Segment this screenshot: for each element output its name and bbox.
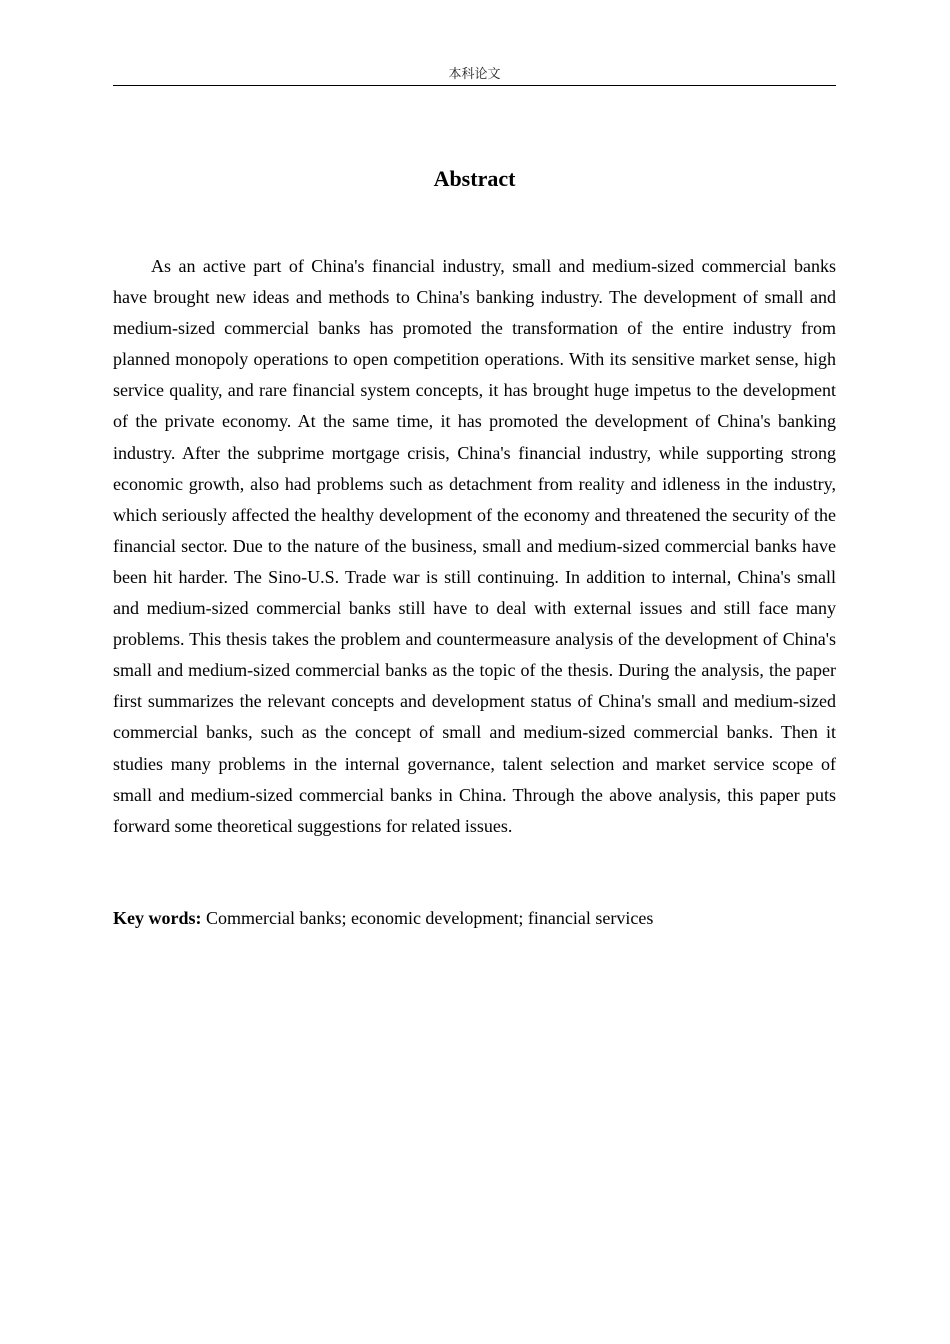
keywords-label: Key words: <box>113 908 202 928</box>
header-divider <box>113 85 836 86</box>
abstract-body: As an active part of China's financial industry, small and medium-sized commercial banks have brought new ideas and methods to China's banking industry. The development of small and medium-sized commercial banks has promoted the transformation of the entire industry from planned monopoly operations to open competition operations. With its sensitive market sense, high service quality, and rare financial system concepts, it has brought huge impetus to the development of the private economy. At the same time, it has promoted the development of China's banking industry. After the subprime mortgage crisis, China's financial industry, while supporting strong economic growth, also had problems such as detachment from reality and idleness in the industry, which seriously affected the healthy development of the economy and threatened the security of the financial sector. Due to the nature of the business, small and medium-sized commercial banks have been hit harder. The Sino-U.S. Trade war is still continuing. In addition to internal, China's small and medium-sized commercial banks still have to deal with external issues and still face many problems. This thesis takes the problem and countermeasure analysis of the development of China's small and medium-sized commercial banks as the topic of the thesis. During the analysis, the paper first summarizes the relevant concepts and development status of China's small and medium-sized commercial banks, such as the concept of small and medium-sized commercial banks. Then it studies many problems in the internal governance, talent selection and market service scope of small and medium-sized commercial banks in China. Through the above analysis, this paper puts forward some theoretical suggestions for related issues. <box>113 256 836 836</box>
page-header: 本科论文 <box>448 67 501 82</box>
keywords-line <box>113 903 836 934</box>
keywords-value: Commercial banks; economic development; financial services <box>206 908 654 928</box>
abstract-title: Abstract <box>433 166 516 191</box>
